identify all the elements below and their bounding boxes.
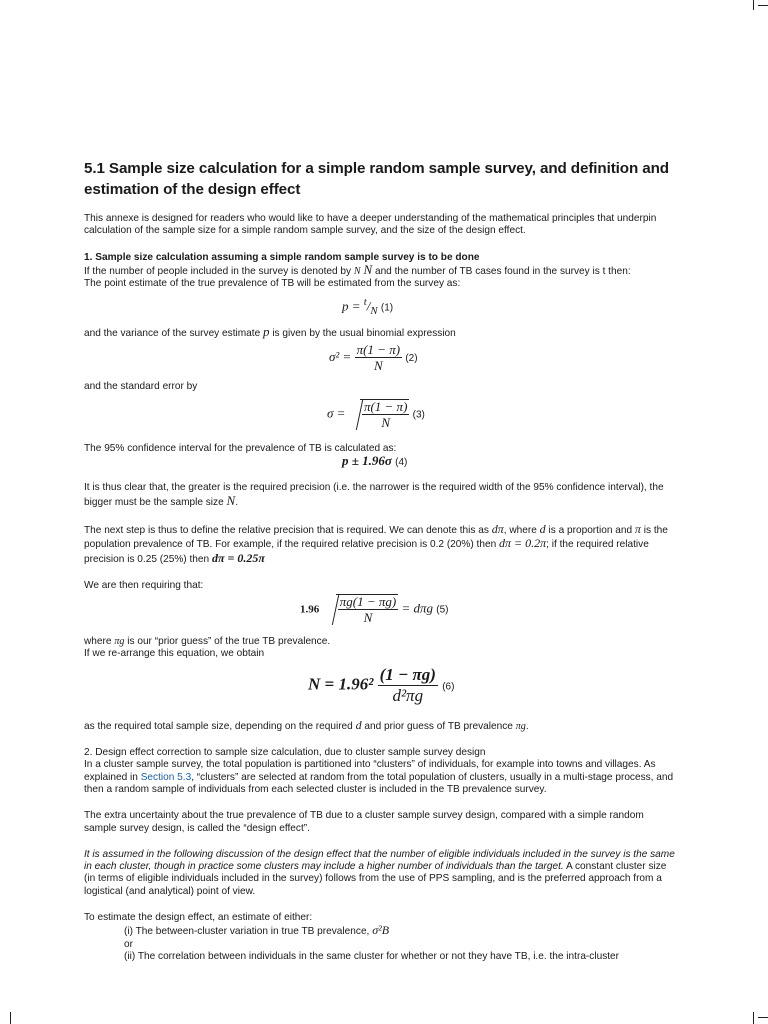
equation-2: σ² = $\frac{\pi(1 - \pi)}{N}$ (2) — [329, 341, 418, 373]
part1-line1: If the number of people included in the survey is denoted by N N and the number of TB cases found in the survey is t then: — [84, 261, 631, 277]
document-page — [84, 158, 676, 963]
part2-paragraph-4: To estimate the design effect, an estimate of either: — [84, 912, 313, 924]
crop-mark — [758, 5, 768, 6]
se-text: and the standard error by — [84, 380, 198, 392]
crop-mark — [758, 1017, 768, 1018]
part1-line2: The point estimate of the true prevalence of TB will be estimated from the survey as: — [84, 278, 461, 290]
part2-paragraph-1: In a cluster sample survey, the total population is partitioned into “clusters” of individuals, for example into towns and villages. As explained in Section 5.3, “clusters” are selected at random from the total population of clusters, usually in a multi-stage process, and then a random sample of individuals from each selected cluster is included in the TB prevalence survey. — [84, 759, 674, 795]
requiring-text: We are then requiring that: — [84, 579, 204, 591]
section-title: 5.1 Sample size calculation for a simple random sample survey, and definition and estimation of the design effect — [84, 160, 669, 198]
part2-heading: 2. Design effect correction to sample size calculation, due to cluster sample survey design — [84, 747, 486, 759]
part2-paragraph-2: The extra uncertainty about the true prevalence of TB due to a cluster sample survey design, compared with a simple random sample survey design, is called the “design effect”. — [84, 810, 644, 834]
list-item-2: (ii) The correlation between individuals in the same cluster for whether or not they have TB, i.e. the intra-cluster — [124, 950, 620, 962]
ci-text: The 95% confidence interval for the prevalence of TB is calculated as: — [84, 443, 397, 455]
relative-precision-paragraph: The next step is thus to define the relative precision that is required. We can denote this as dπ, where d is a proportion and π is the population prevalence of TB. For example, if the required relative precision is 0.2 (20%) then dπ = 0.2π; if the required relative precision is 0.25 (25%) then dπ = 0.25π — [84, 521, 668, 565]
equation-1: $p = ^t/_N$ (1) — [342, 296, 394, 318]
precision-paragraph: It is thus clear that, the greater is the required precision (i.e. the narrower is the required width of the 95% confidence interval), the bigger must be the sample size N. — [84, 482, 664, 508]
crop-mark — [753, 1012, 754, 1024]
intro-paragraph: This annexe is designed for readers who would like to have a deeper understanding of the mathematical principles that underpin calculation of the sample size for a simple random sample survey, and the size of the design effect. — [84, 213, 657, 237]
rearrange-text: If we re-arrange this equation, we obtain — [84, 648, 265, 660]
total-sample-text: as the required total sample size, depending on the required d and prior guess of TB prevalence πg. — [84, 717, 529, 732]
part1-heading: 1. Sample size calculation assuming a simple random sample survey is to be done — [84, 251, 480, 263]
part2-paragraph-3: It is assumed in the following discussion of the design effect that the number of eligible individuals included in the survey is the same in each cluster, though in practice some clusters may include a higher number of individuals than the target. A constant cluster size (in terms of eligible individuals included in the survey) follows from the use of PPS sampling, and is the preferred approach from a logistical (and analytical) point of view. — [84, 848, 675, 897]
equation-4: p ± 1.96σ (4) — [342, 453, 408, 469]
equation-3: σ = $\frac{\pi(1 - \pi)}{N}$ (3) — [327, 399, 425, 431]
crop-mark — [10, 1012, 11, 1024]
crop-mark — [753, 0, 754, 10]
list-or: or — [124, 938, 133, 950]
section-link[interactable]: Section 5.3 — [140, 771, 192, 783]
equation-6: N = 1.96² $\frac{(1 - \pi g)}{\text{d²πg}}$ (6) — [308, 664, 455, 705]
variance-text: and the variance of the survey estimate p is given by the usual binomial expression — [84, 324, 456, 340]
list-item-1: (i) The between-cluster variation in true TB prevalence, σ²B — [124, 923, 390, 938]
where-text: where πg is our “prior guess” of the true TB prevalence. — [84, 636, 331, 648]
equation-5: 1.96 $\frac{\pi g(1 - \pi g)}{N}$ = dπg (5) — [300, 594, 449, 626]
